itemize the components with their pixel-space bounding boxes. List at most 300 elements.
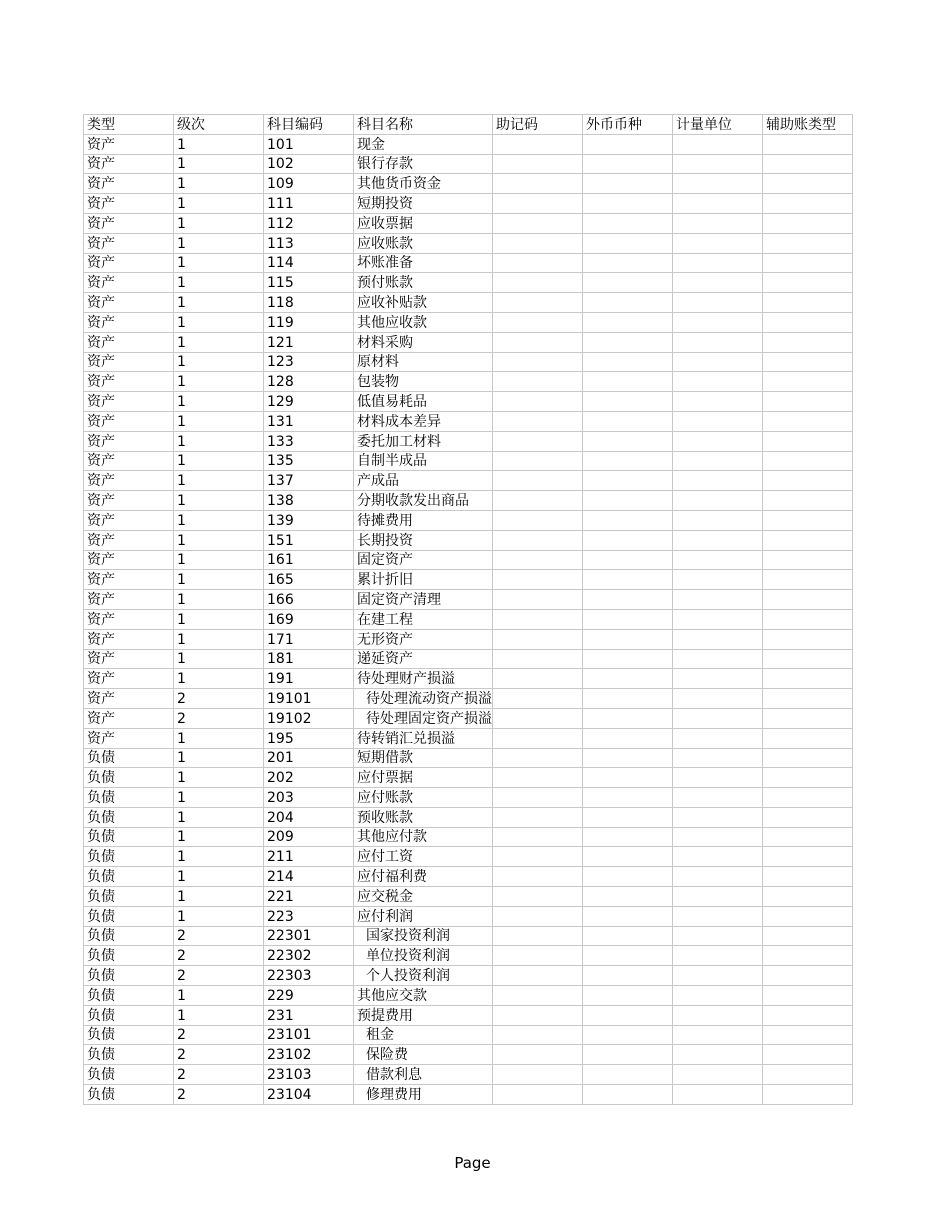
unit-cell	[673, 906, 763, 926]
name-cell: 其他货币资金	[354, 174, 493, 194]
unit-cell	[673, 847, 763, 867]
level-cell: 1	[174, 887, 264, 907]
level-cell: 1	[174, 629, 264, 649]
level-cell: 1	[174, 174, 264, 194]
aux-type-cell	[763, 887, 853, 907]
mnemonic-cell	[493, 708, 583, 728]
level-cell: 1	[174, 768, 264, 788]
mnemonic-cell	[493, 867, 583, 887]
name-cell: 借款利息	[354, 1065, 493, 1085]
unit-cell	[673, 372, 763, 392]
currency-cell	[583, 827, 673, 847]
code-cell: 121	[264, 332, 354, 352]
name-cell: 国家投资利润	[354, 926, 493, 946]
name-cell: 原材料	[354, 352, 493, 372]
type-cell: 资产	[84, 550, 174, 570]
level-cell: 1	[174, 372, 264, 392]
unit-cell	[673, 273, 763, 293]
code-cell: 102	[264, 154, 354, 174]
aux-type-cell	[763, 372, 853, 392]
mnemonic-cell	[493, 392, 583, 412]
unit-cell	[673, 194, 763, 214]
currency-cell	[583, 332, 673, 352]
currency-cell	[583, 253, 673, 273]
level-cell: 1	[174, 352, 264, 372]
unit-cell	[673, 590, 763, 610]
code-cell: 137	[264, 471, 354, 491]
aux-type-cell	[763, 689, 853, 709]
table-row	[84, 906, 853, 926]
unit-cell	[673, 530, 763, 550]
unit-cell	[673, 1025, 763, 1045]
table-row	[84, 312, 853, 332]
code-cell: 209	[264, 827, 354, 847]
aux-type-cell	[763, 174, 853, 194]
currency-cell	[583, 906, 673, 926]
type-cell: 资产	[84, 510, 174, 530]
type-cell: 负债	[84, 748, 174, 768]
code-cell: 166	[264, 590, 354, 610]
type-cell: 负债	[84, 966, 174, 986]
type-cell: 资产	[84, 708, 174, 728]
level-cell: 1	[174, 550, 264, 570]
name-cell: 递延资产	[354, 649, 493, 669]
name-cell: 分期收款发出商品	[354, 491, 493, 511]
table-row	[84, 609, 853, 629]
table-row	[84, 728, 853, 748]
type-cell: 资产	[84, 352, 174, 372]
code-cell: 22302	[264, 946, 354, 966]
table-row	[84, 332, 853, 352]
currency-cell	[583, 609, 673, 629]
name-cell: 委托加工材料	[354, 431, 493, 451]
level-cell: 1	[174, 669, 264, 689]
level-cell: 1	[174, 570, 264, 590]
code-cell: 201	[264, 748, 354, 768]
type-cell: 负债	[84, 887, 174, 907]
table-row	[84, 451, 853, 471]
level-cell: 1	[174, 1005, 264, 1025]
level-cell: 1	[174, 827, 264, 847]
code-cell: 101	[264, 134, 354, 154]
level-cell: 1	[174, 392, 264, 412]
aux-type-cell	[763, 411, 853, 431]
type-cell: 资产	[84, 194, 174, 214]
aux-type-cell	[763, 312, 853, 332]
type-cell: 资产	[84, 134, 174, 154]
level-cell: 1	[174, 649, 264, 669]
mnemonic-cell	[493, 411, 583, 431]
aux-type-cell	[763, 154, 853, 174]
table-row	[84, 986, 853, 1006]
name-cell: 个人投资利润	[354, 966, 493, 986]
aux-type-cell	[763, 926, 853, 946]
aux-type-cell	[763, 530, 853, 550]
currency-cell	[583, 411, 673, 431]
header-cell: 助记码	[493, 115, 583, 135]
mnemonic-cell	[493, 213, 583, 233]
code-cell: 231	[264, 1005, 354, 1025]
table-row	[84, 926, 853, 946]
table-header-row	[84, 115, 853, 135]
currency-cell	[583, 1085, 673, 1105]
code-cell: 161	[264, 550, 354, 570]
mnemonic-cell	[493, 1045, 583, 1065]
level-cell: 2	[174, 966, 264, 986]
currency-cell	[583, 926, 673, 946]
code-cell: 139	[264, 510, 354, 530]
currency-cell	[583, 510, 673, 530]
level-cell: 1	[174, 609, 264, 629]
name-cell: 长期投资	[354, 530, 493, 550]
aux-type-cell	[763, 669, 853, 689]
unit-cell	[673, 471, 763, 491]
aux-type-cell	[763, 392, 853, 412]
name-cell: 固定资产	[354, 550, 493, 570]
header-cell: 科目编码	[264, 115, 354, 135]
table-row	[84, 194, 853, 214]
type-cell: 资产	[84, 253, 174, 273]
table-row	[84, 788, 853, 808]
level-cell: 1	[174, 847, 264, 867]
currency-cell	[583, 293, 673, 313]
aux-type-cell	[763, 1045, 853, 1065]
mnemonic-cell	[493, 609, 583, 629]
table-row	[84, 847, 853, 867]
table-row	[84, 352, 853, 372]
type-cell: 负债	[84, 1045, 174, 1065]
name-cell: 材料采购	[354, 332, 493, 352]
table-row	[84, 253, 853, 273]
mnemonic-cell	[493, 1065, 583, 1085]
table-row	[84, 134, 853, 154]
table-row	[84, 629, 853, 649]
code-cell: 119	[264, 312, 354, 332]
unit-cell	[673, 550, 763, 570]
name-cell: 应收补贴款	[354, 293, 493, 313]
aux-type-cell	[763, 748, 853, 768]
unit-cell	[673, 986, 763, 1006]
code-cell: 171	[264, 629, 354, 649]
level-cell: 1	[174, 748, 264, 768]
level-cell: 1	[174, 986, 264, 1006]
unit-cell	[673, 134, 763, 154]
table-row	[84, 827, 853, 847]
currency-cell	[583, 689, 673, 709]
table-row	[84, 293, 853, 313]
type-cell: 负债	[84, 867, 174, 887]
name-cell: 应收账款	[354, 233, 493, 253]
currency-cell	[583, 1045, 673, 1065]
table-row	[84, 510, 853, 530]
type-cell: 资产	[84, 154, 174, 174]
page-footer-label: Page	[454, 1154, 491, 1172]
name-cell: 应付账款	[354, 788, 493, 808]
unit-cell	[673, 1045, 763, 1065]
currency-cell	[583, 352, 673, 372]
unit-cell	[673, 768, 763, 788]
level-cell: 1	[174, 273, 264, 293]
mnemonic-cell	[493, 510, 583, 530]
unit-cell	[673, 253, 763, 273]
aux-type-cell	[763, 649, 853, 669]
code-cell: 169	[264, 609, 354, 629]
currency-cell	[583, 986, 673, 1006]
unit-cell	[673, 1085, 763, 1105]
name-cell: 待转销汇兑损溢	[354, 728, 493, 748]
type-cell: 资产	[84, 293, 174, 313]
name-cell: 产成品	[354, 471, 493, 491]
aux-type-cell	[763, 471, 853, 491]
level-cell: 1	[174, 332, 264, 352]
level-cell: 1	[174, 867, 264, 887]
unit-cell	[673, 887, 763, 907]
mnemonic-cell	[493, 570, 583, 590]
table-row	[84, 174, 853, 194]
currency-cell	[583, 273, 673, 293]
mnemonic-cell	[493, 451, 583, 471]
mnemonic-cell	[493, 807, 583, 827]
table-row	[84, 1065, 853, 1085]
currency-cell	[583, 847, 673, 867]
currency-cell	[583, 570, 673, 590]
level-cell: 1	[174, 213, 264, 233]
aux-type-cell	[763, 906, 853, 926]
unit-cell	[673, 154, 763, 174]
level-cell: 1	[174, 233, 264, 253]
name-cell: 租金	[354, 1025, 493, 1045]
currency-cell	[583, 194, 673, 214]
name-cell: 应付票据	[354, 768, 493, 788]
table-row	[84, 372, 853, 392]
type-cell: 资产	[84, 689, 174, 709]
aux-type-cell	[763, 986, 853, 1006]
currency-cell	[583, 174, 673, 194]
name-cell: 其他应收款	[354, 312, 493, 332]
level-cell: 1	[174, 807, 264, 827]
currency-cell	[583, 867, 673, 887]
type-cell: 资产	[84, 570, 174, 590]
unit-cell	[673, 867, 763, 887]
mnemonic-cell	[493, 689, 583, 709]
currency-cell	[583, 233, 673, 253]
aux-type-cell	[763, 451, 853, 471]
mnemonic-cell	[493, 431, 583, 451]
aux-type-cell	[763, 1005, 853, 1025]
mnemonic-cell	[493, 669, 583, 689]
name-cell: 待处理固定资产损溢	[354, 708, 493, 728]
currency-cell	[583, 372, 673, 392]
aux-type-cell	[763, 1025, 853, 1045]
table-row	[84, 748, 853, 768]
code-cell: 109	[264, 174, 354, 194]
name-cell: 待处理财产损溢	[354, 669, 493, 689]
currency-cell	[583, 550, 673, 570]
name-cell: 在建工程	[354, 609, 493, 629]
code-cell: 133	[264, 431, 354, 451]
unit-cell	[673, 491, 763, 511]
mnemonic-cell	[493, 906, 583, 926]
type-cell: 资产	[84, 174, 174, 194]
unit-cell	[673, 827, 763, 847]
currency-cell	[583, 134, 673, 154]
code-cell: 214	[264, 867, 354, 887]
unit-cell	[673, 451, 763, 471]
type-cell: 资产	[84, 491, 174, 511]
code-cell: 203	[264, 788, 354, 808]
code-cell: 113	[264, 233, 354, 253]
aux-type-cell	[763, 293, 853, 313]
mnemonic-cell	[493, 847, 583, 867]
mnemonic-cell	[493, 550, 583, 570]
table-row	[84, 1005, 853, 1025]
code-cell: 223	[264, 906, 354, 926]
mnemonic-cell	[493, 332, 583, 352]
code-cell: 112	[264, 213, 354, 233]
aux-type-cell	[763, 332, 853, 352]
name-cell: 银行存款	[354, 154, 493, 174]
unit-cell	[673, 669, 763, 689]
type-cell: 资产	[84, 590, 174, 610]
mnemonic-cell	[493, 174, 583, 194]
table-row	[84, 213, 853, 233]
name-cell: 包装物	[354, 372, 493, 392]
mnemonic-cell	[493, 788, 583, 808]
unit-cell	[673, 708, 763, 728]
unit-cell	[673, 966, 763, 986]
type-cell: 资产	[84, 332, 174, 352]
table-row	[84, 768, 853, 788]
aux-type-cell	[763, 570, 853, 590]
mnemonic-cell	[493, 253, 583, 273]
header-cell: 外币币种	[583, 115, 673, 135]
name-cell: 应付工资	[354, 847, 493, 867]
currency-cell	[583, 788, 673, 808]
table-row	[84, 550, 853, 570]
level-cell: 1	[174, 431, 264, 451]
mnemonic-cell	[493, 352, 583, 372]
aux-type-cell	[763, 352, 853, 372]
table-row	[84, 411, 853, 431]
mnemonic-cell	[493, 768, 583, 788]
aux-type-cell	[763, 1065, 853, 1085]
name-cell: 待摊费用	[354, 510, 493, 530]
header-cell: 计量单位	[673, 115, 763, 135]
type-cell: 资产	[84, 669, 174, 689]
name-cell: 坏账准备	[354, 253, 493, 273]
unit-cell	[673, 788, 763, 808]
code-cell: 165	[264, 570, 354, 590]
currency-cell	[583, 213, 673, 233]
currency-cell	[583, 1025, 673, 1045]
mnemonic-cell	[493, 233, 583, 253]
mnemonic-cell	[493, 273, 583, 293]
aux-type-cell	[763, 590, 853, 610]
type-cell: 负债	[84, 1085, 174, 1105]
aux-type-cell	[763, 609, 853, 629]
level-cell: 2	[174, 926, 264, 946]
level-cell: 1	[174, 590, 264, 610]
currency-cell	[583, 530, 673, 550]
table-row	[84, 649, 853, 669]
currency-cell	[583, 768, 673, 788]
currency-cell	[583, 1005, 673, 1025]
table-row	[84, 708, 853, 728]
name-cell: 预提费用	[354, 1005, 493, 1025]
type-cell: 负债	[84, 847, 174, 867]
table-row	[84, 1045, 853, 1065]
mnemonic-cell	[493, 748, 583, 768]
code-cell: 129	[264, 392, 354, 412]
level-cell: 1	[174, 451, 264, 471]
aux-type-cell	[763, 431, 853, 451]
aux-type-cell	[763, 966, 853, 986]
name-cell: 其他应付款	[354, 827, 493, 847]
level-cell: 1	[174, 253, 264, 273]
table-row	[84, 867, 853, 887]
mnemonic-cell	[493, 1085, 583, 1105]
aux-type-cell	[763, 768, 853, 788]
name-cell: 材料成本差异	[354, 411, 493, 431]
table-body	[84, 134, 853, 1104]
code-cell: 23104	[264, 1085, 354, 1105]
table-row	[84, 807, 853, 827]
code-cell: 195	[264, 728, 354, 748]
unit-cell	[673, 609, 763, 629]
type-cell: 负债	[84, 1005, 174, 1025]
code-cell: 229	[264, 986, 354, 1006]
type-cell: 负债	[84, 906, 174, 926]
unit-cell	[673, 570, 763, 590]
type-cell: 资产	[84, 233, 174, 253]
aux-type-cell	[763, 867, 853, 887]
level-cell: 1	[174, 293, 264, 313]
type-cell: 资产	[84, 372, 174, 392]
type-cell: 资产	[84, 451, 174, 471]
mnemonic-cell	[493, 629, 583, 649]
type-cell: 负债	[84, 1065, 174, 1085]
aux-type-cell	[763, 847, 853, 867]
currency-cell	[583, 471, 673, 491]
name-cell: 应付利润	[354, 906, 493, 926]
code-cell: 23103	[264, 1065, 354, 1085]
mnemonic-cell	[493, 1025, 583, 1045]
table-row	[84, 491, 853, 511]
aux-type-cell	[763, 491, 853, 511]
type-cell: 负债	[84, 807, 174, 827]
table-row	[84, 669, 853, 689]
level-cell: 2	[174, 689, 264, 709]
name-cell: 短期借款	[354, 748, 493, 768]
mnemonic-cell	[493, 372, 583, 392]
level-cell: 1	[174, 510, 264, 530]
table-row	[84, 570, 853, 590]
currency-cell	[583, 728, 673, 748]
code-cell: 123	[264, 352, 354, 372]
header-cell: 科目名称	[354, 115, 493, 135]
aux-type-cell	[763, 807, 853, 827]
unit-cell	[673, 352, 763, 372]
unit-cell	[673, 629, 763, 649]
mnemonic-cell	[493, 926, 583, 946]
level-cell: 2	[174, 1025, 264, 1045]
mnemonic-cell	[493, 312, 583, 332]
mnemonic-cell	[493, 293, 583, 313]
mnemonic-cell	[493, 194, 583, 214]
aux-type-cell	[763, 134, 853, 154]
level-cell: 2	[174, 1065, 264, 1085]
table-row	[84, 1025, 853, 1045]
